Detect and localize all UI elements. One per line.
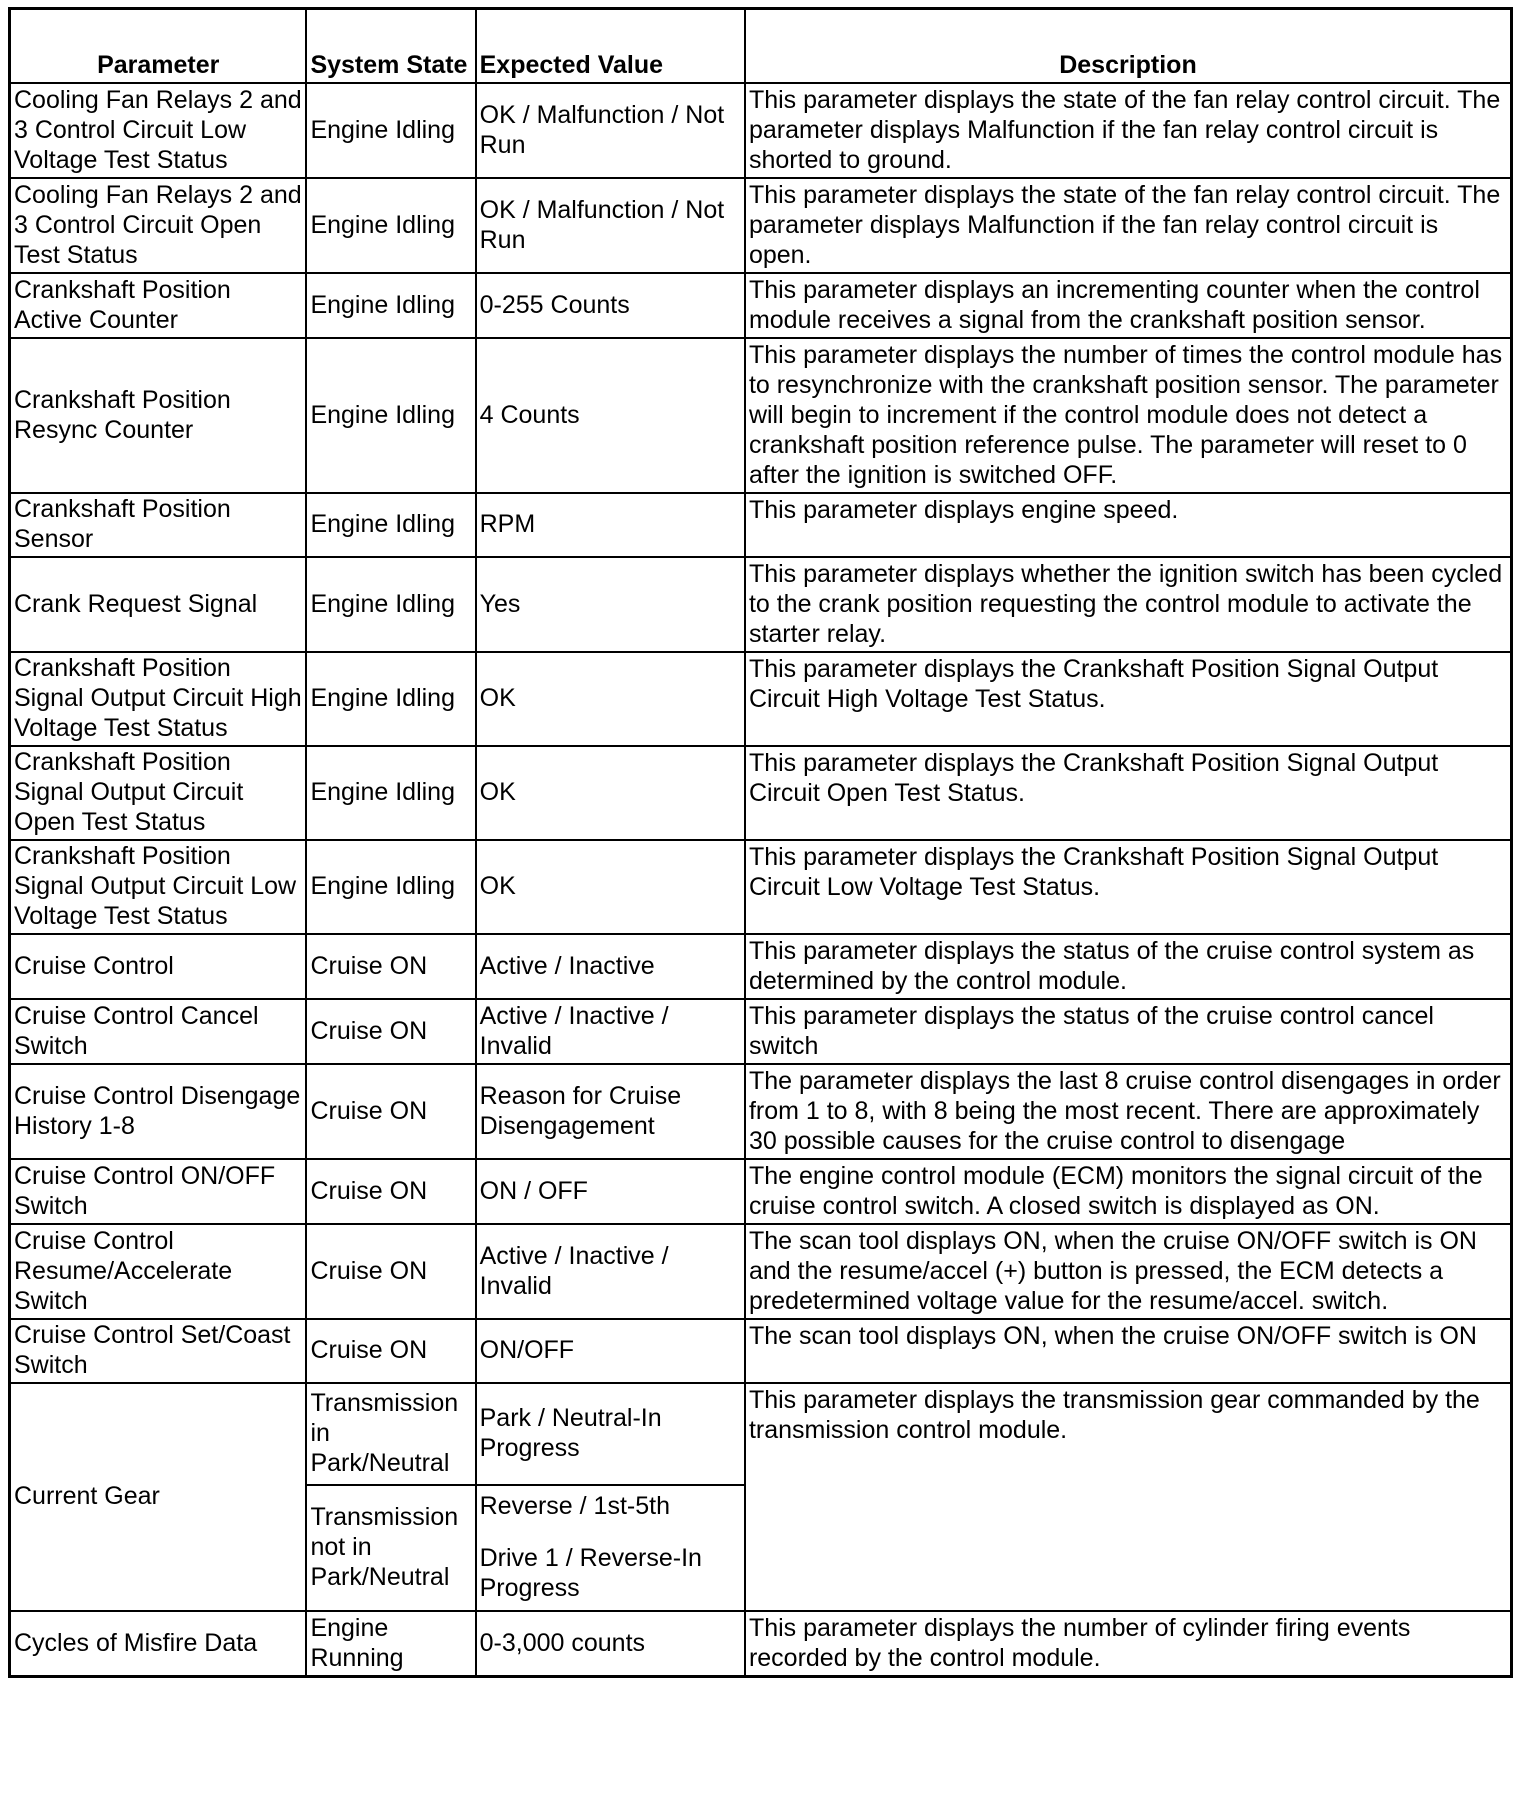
table-row [10,840,1512,934]
cell-system-state: Engine Idling [306,557,475,652]
cell-expected-value: OK / Malfunction / Not Run [476,178,745,273]
expected-value-line: Drive 1 / Reverse-In Progress [479,1544,702,1602]
cell-expected-value: Active / Inactive [476,934,745,999]
parameter-table [8,7,1513,1678]
table-row-current-gear-a [10,1383,1512,1485]
cell-parameter: Crankshaft Position Signal Output Circuit Open Test Status [10,746,307,840]
header-expected-value: Expected Value [476,9,745,84]
cell-description: This parameter displays the Crankshaft Position Signal Output Circuit Low Voltage Test Status. [745,840,1512,934]
cell-system-state: Engine Idling [306,83,475,178]
cell-parameter: Cooling Fan Relays 2 and 3 Control Circuit Open Test Status [10,178,307,273]
cell-expected-value: RPM [476,493,745,557]
table-row [10,934,1512,999]
cell-expected-value: 4 Counts [476,338,745,493]
table-row [10,746,1512,840]
cell-description: This parameter displays the state of the fan relay control circuit. The parameter displays Malfunction if the fan relay control circuit is shorted to ground. [745,83,1512,178]
cell-parameter: Cruise Control Disengage History 1-8 [10,1064,307,1159]
cell-expected-value: Active / Inactive / Invalid [476,1224,745,1319]
cell-parameter: Crank Request Signal [10,557,307,652]
cell-expected-value: OK [476,746,745,840]
cell-parameter: Crankshaft Position Resync Counter [10,338,307,493]
cell-parameter: Cruise Control [10,934,307,999]
cell-system-state: Cruise ON [306,1159,475,1224]
cell-description: The scan tool displays ON, when the cruise ON/OFF switch is ON and the resume/accel (+) button is pressed, the ECM detects a predetermined voltage value for the resume/accel. switch. [745,1224,1512,1319]
cell-system-state: Cruise ON [306,999,475,1064]
table-row [10,1319,1512,1383]
cell-parameter: Current Gear [10,1383,307,1611]
cell-system-state: Engine Idling [306,493,475,557]
cell-parameter: Crankshaft Position Signal Output Circuit Low Voltage Test Status [10,840,307,934]
table-row [10,83,1512,178]
cell-expected-value: 0-3,000 counts [476,1611,745,1677]
table-row [10,652,1512,746]
cell-parameter: Cruise Control ON/OFF Switch [10,1159,307,1224]
cell-system-state: Cruise ON [306,1319,475,1383]
cell-description: The scan tool displays ON, when the cruise ON/OFF switch is ON [745,1319,1512,1383]
cell-expected-value: 0-255 Counts [476,273,745,338]
cell-parameter: Crankshaft Position Signal Output Circuit High Voltage Test Status [10,652,307,746]
cell-parameter: Cycles of Misfire Data [10,1611,307,1677]
cell-expected-value: Yes [476,557,745,652]
cell-parameter: Cruise Control Set/Coast Switch [10,1319,307,1383]
cell-parameter: Cooling Fan Relays 2 and 3 Control Circuit Low Voltage Test Status [10,83,307,178]
cell-description: This parameter displays the number of times the control module has to resynchronize with the crankshaft position sensor. The parameter will begin to increment if the control module does not detect a crankshaft position reference pulse. The parameter will reset to 0 after the ignition is switched OFF. [745,338,1512,493]
cell-description: This parameter displays engine speed. [745,493,1512,557]
cell-system-state: Cruise ON [306,1064,475,1159]
cell-system-state: Cruise ON [306,934,475,999]
cell-parameter: Crankshaft Position Sensor [10,493,307,557]
cell-system-state: Cruise ON [306,1224,475,1319]
cell-expected-value: OK [476,840,745,934]
table-row [10,1064,1512,1159]
cell-description: This parameter displays whether the ignition switch has been cycled to the crank position requesting the control module to activate the starter relay. [745,557,1512,652]
cell-system-state: Engine Idling [306,178,475,273]
cell-system-state: Engine Idling [306,338,475,493]
cell-expected-value: Active / Inactive / Invalid [476,999,745,1064]
cell-description: This parameter displays the Crankshaft Position Signal Output Circuit High Voltage Test Status. [745,652,1512,746]
cell-parameter: Cruise Control Resume/Accelerate Switch [10,1224,307,1319]
cell-expected-value: OK / Malfunction / Not Run [476,83,745,178]
table-row [10,1611,1512,1677]
table-row [10,1224,1512,1319]
cell-description: This parameter displays the transmission gear commanded by the transmission control module. [745,1383,1512,1611]
cell-system-state: Engine Running [306,1611,475,1677]
cell-description: This parameter displays the Crankshaft Position Signal Output Circuit Open Test Status. [745,746,1512,840]
cell-description: This parameter displays an incrementing counter when the control module receives a signal from the crankshaft position sensor. [745,273,1512,338]
cell-system-state: Engine Idling [306,273,475,338]
cell-description: This parameter displays the state of the fan relay control circuit. The parameter displays Malfunction if the fan relay control circuit is open. [745,178,1512,273]
cell-description: This parameter displays the status of the cruise control system as determined by the control module. [745,934,1512,999]
cell-description: This parameter displays the number of cylinder firing events recorded by the control module. [745,1611,1512,1677]
table-row [10,557,1512,652]
cell-expected-value: OK [476,652,745,746]
cell-expected-value: ON / OFF [476,1159,745,1224]
cell-system-state: Engine Idling [306,840,475,934]
cell-description: The parameter displays the last 8 cruise control disengages in order from 1 to 8, with 8 being the most recent. There are approximately 30 possible causes for the cruise control to disengage [745,1064,1512,1159]
header-description: Description [745,9,1512,84]
table-row [10,999,1512,1064]
cell-expected-value [476,1485,745,1611]
table-header-row [10,9,1512,84]
cell-expected-value: Park / Neutral-In Progress [476,1383,745,1485]
table-row [10,338,1512,493]
cell-parameter: Cruise Control Cancel Switch [10,999,307,1064]
cell-system-state: Engine Idling [306,652,475,746]
cell-system-state: Transmission not in Park/Neutral [306,1485,475,1611]
cell-expected-value: Reason for Cruise Disengagement [476,1064,745,1159]
cell-expected-value: ON/OFF [476,1319,745,1383]
cell-system-state: Engine Idling [306,746,475,840]
header-parameter: Parameter [10,9,307,84]
table-row [10,493,1512,557]
cell-system-state: Transmission in Park/Neutral [306,1383,475,1485]
header-system-state: System State [306,9,475,84]
table-row [10,1159,1512,1224]
cell-description: The engine control module (ECM) monitors the signal circuit of the cruise control switch. A closed switch is displayed as ON. [745,1159,1512,1224]
cell-description: This parameter displays the status of the cruise control cancel switch [745,999,1512,1064]
table-row [10,178,1512,273]
cell-parameter: Crankshaft Position Active Counter [10,273,307,338]
table-row [10,273,1512,338]
expected-value-line: Reverse / 1st-5th [479,1492,670,1520]
